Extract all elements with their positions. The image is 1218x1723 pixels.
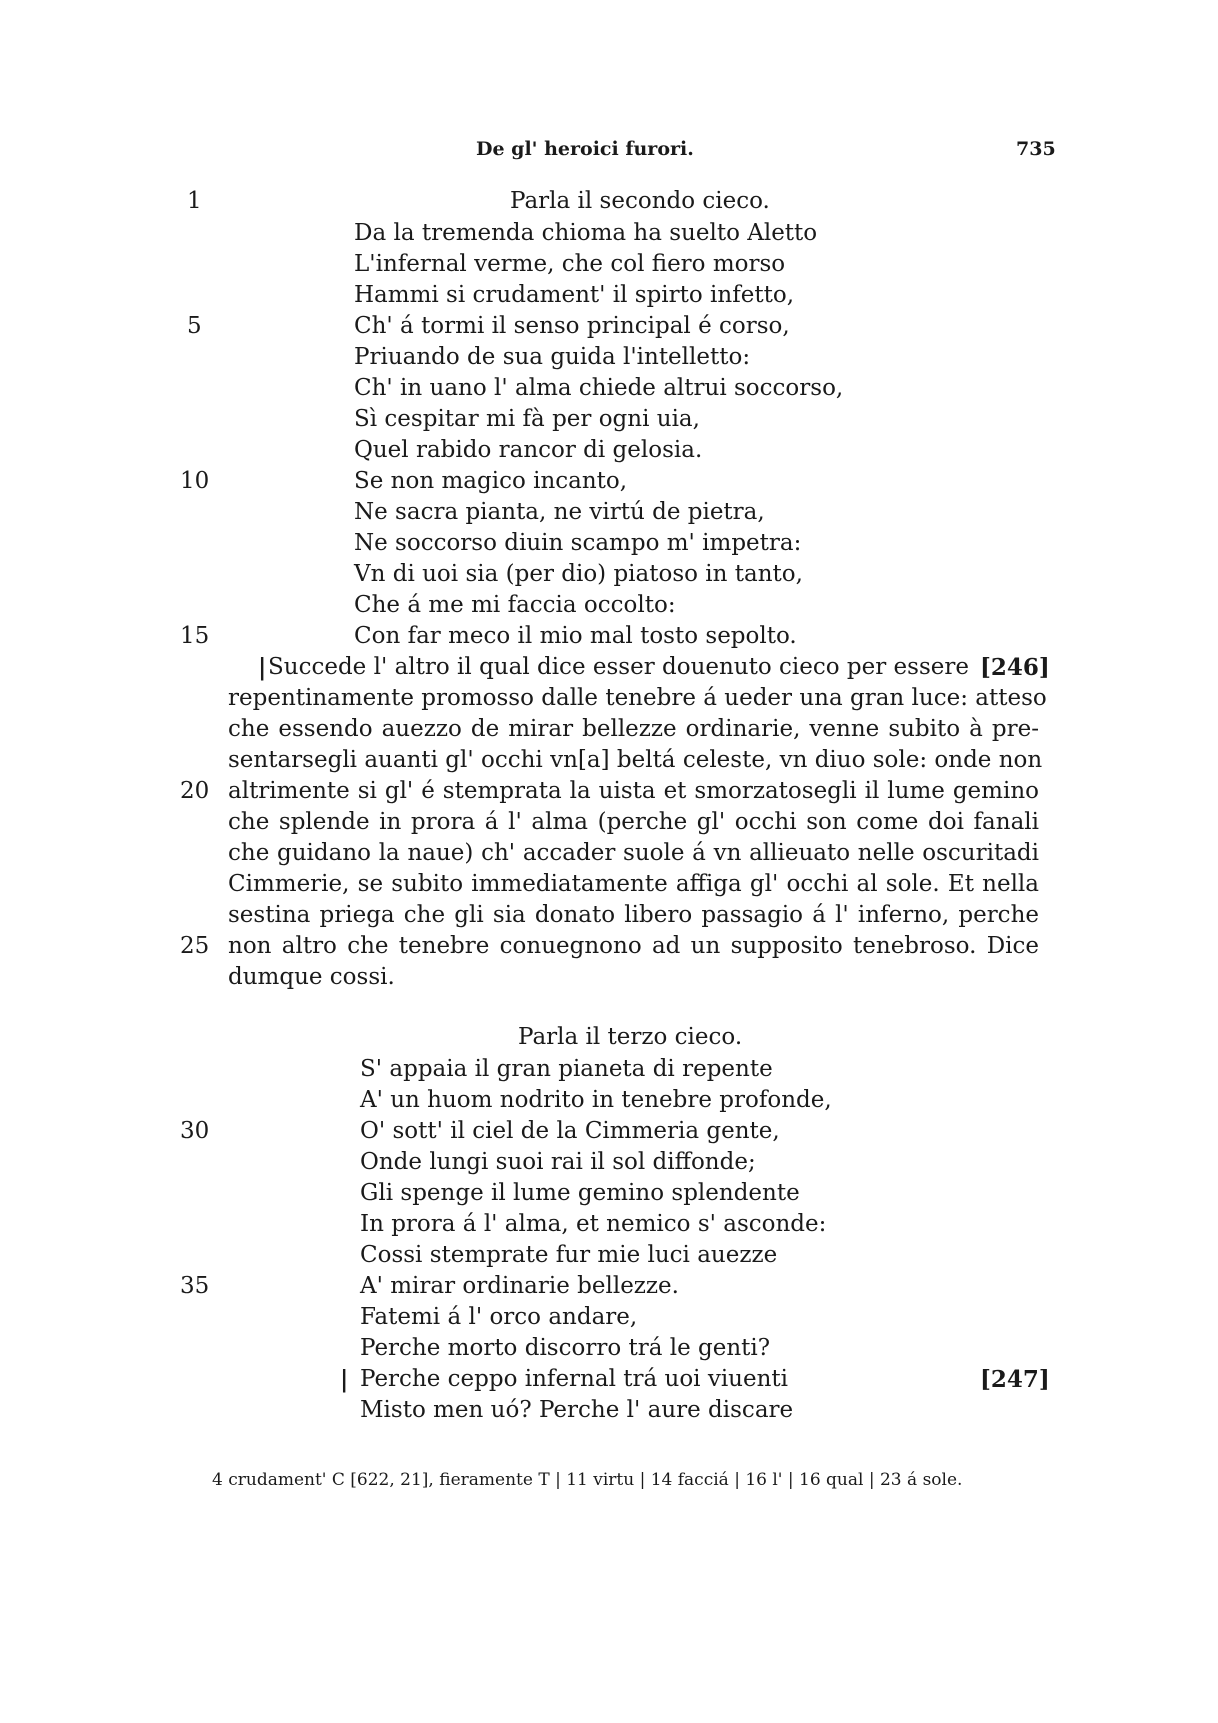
line-text: Cossi stemprate fur mie luci auezze <box>360 1242 778 1268</box>
line-text: Con far meco il mio mal tosto sepolto. <box>354 623 797 649</box>
verse-line <box>0 497 1218 528</box>
line-text: Perche morto discorro trá le genti? <box>360 1335 771 1361</box>
critical-apparatus-footnote: 4 crudament' C [622, 21], fieramente T | 11 virtu | 14 facciá | 16 l' | 16 qual | 23 á sole. <box>212 1470 963 1490</box>
line-text: Perche ceppo infernal trá uoi viuenti <box>360 1366 789 1392</box>
prose-line <box>0 869 1218 900</box>
prose-line <box>0 962 1218 993</box>
line-text: Gli spenge il lume gemino splendente <box>360 1180 800 1206</box>
line-text: Sì cespitar mi fà per ogni uia, <box>354 406 700 432</box>
line-text: altrimente si gl' é stemprata la uista et smorzatosegli il lume gemino <box>228 778 1039 804</box>
verse-line <box>0 1085 1218 1116</box>
prose-line <box>0 807 1218 838</box>
line-text: Cimmerie, se subito immediatamente affiga gl' occhi al sole. Et nella <box>228 871 1039 897</box>
line-text: Onde lungi suoi rai il sol diffonde; <box>360 1149 756 1175</box>
verse-line <box>0 1240 1218 1271</box>
verse-line <box>0 1209 1218 1240</box>
page-break-marker: | <box>258 654 267 681</box>
verse-line <box>0 373 1218 404</box>
verse-line <box>0 249 1218 280</box>
line-text: Se non magico incanto, <box>354 468 628 494</box>
line-text: O' sott' il ciel de la Cimmeria gente, <box>360 1118 780 1144</box>
prose-line <box>0 714 1218 745</box>
line-text: che splende in prora á l' alma (perche gl' occhi son come doi fanali <box>228 809 1039 835</box>
verse-line <box>0 1271 1218 1302</box>
line-text: Ne soccorso diuin scampo m' impetra: <box>354 530 802 556</box>
verse-line <box>0 218 1218 249</box>
line-number: 25 <box>180 933 210 959</box>
line-text: Priuando de sua guida l'intelletto: <box>354 344 751 370</box>
line-text: Quel rabido rancor di gelosia. <box>354 437 703 463</box>
line-text: Ch' in uano l' alma chiede altrui soccorso, <box>354 375 844 401</box>
verse-line <box>0 559 1218 590</box>
line-text: dumque cossi. <box>228 964 395 990</box>
verse-line <box>0 528 1218 559</box>
line-text: Che á me mi faccia occolto: <box>354 592 676 618</box>
line-text: repentinamente promosso dalle tenebre á ueder una gran luce: atteso <box>228 685 1047 711</box>
verse-line <box>0 1395 1218 1426</box>
verse-line <box>0 280 1218 311</box>
verse-line <box>0 311 1218 342</box>
running-header <box>0 138 1218 168</box>
line-text: A' mirar ordinarie bellezze. <box>360 1273 679 1299</box>
verse-line <box>0 1147 1218 1178</box>
section-heading <box>0 186 1218 217</box>
line-text: Parla il terzo cieco. <box>518 1024 743 1050</box>
verse-line <box>0 1302 1218 1333</box>
line-text: Vn di uoi sia (per dio) piatoso in tanto, <box>354 561 803 587</box>
verse-line <box>0 404 1218 435</box>
verse-line <box>0 1178 1218 1209</box>
prose-line <box>0 683 1218 714</box>
line-text: sentarsegli auanti gl' occhi vn[a] beltá celeste, vn diuo sole: onde non <box>228 747 1043 773</box>
verse-line <box>0 590 1218 621</box>
line-text: A' un huom nodrito in tenebre profonde, <box>360 1087 832 1113</box>
verse-line <box>0 1333 1218 1364</box>
prose-line <box>0 745 1218 776</box>
line-number: 30 <box>180 1118 210 1144</box>
verse-line <box>0 435 1218 466</box>
line-text: Misto men uó? Perche l' aure discare <box>360 1397 794 1423</box>
line-number: 10 <box>180 468 210 494</box>
line-text: Fatemi á l' orco andare, <box>360 1304 638 1330</box>
page-break-marker: | <box>340 1366 349 1393</box>
line-text: S' appaia il gran pianeta di repente <box>360 1056 773 1082</box>
line-text: Ne sacra pianta, ne virtú de pietra, <box>354 499 765 525</box>
line-text: Ch' á tormi il senso principal é corso, <box>354 313 790 339</box>
marginal-page-reference: [247] <box>980 1366 1050 1393</box>
line-number: 5 <box>187 313 202 339</box>
verse-line <box>0 1054 1218 1085</box>
line-text: non altro che tenebre conuegnono ad un supposito tenebroso. Dice <box>228 933 1039 959</box>
line-number: 20 <box>180 778 210 804</box>
line-number: 35 <box>180 1273 210 1299</box>
line-text: Parla il secondo cieco. <box>510 188 770 214</box>
section-heading <box>0 1022 1218 1053</box>
prose-line <box>0 838 1218 869</box>
marginal-page-reference: [246] <box>980 654 1050 681</box>
prose-line <box>0 900 1218 931</box>
verse-line <box>0 466 1218 497</box>
verse-line <box>0 1364 1218 1395</box>
prose-line <box>0 931 1218 962</box>
line-text: Succede l' altro il qual dice esser douenuto cieco per essere <box>268 654 969 680</box>
line-number: 15 <box>180 623 210 649</box>
line-number: 1 <box>187 188 202 214</box>
prose-line <box>0 652 1218 683</box>
line-text: L'infernal verme, che col fiero morso <box>354 251 786 277</box>
verse-line <box>0 1116 1218 1147</box>
verse-line <box>0 342 1218 373</box>
line-text: Da la tremenda chioma ha suelto Aletto <box>354 220 818 246</box>
page-number: 735 <box>1016 138 1056 160</box>
line-text: In prora á l' alma, et nemico s' asconde: <box>360 1211 827 1237</box>
line-text: che guidano la naue) ch' accader suole á vn allieuato nelle oscuritadi <box>228 840 1039 866</box>
running-title: De gl' heroici furori. <box>476 138 694 160</box>
line-text: che essendo auezzo de mirar bellezze ordinarie, venne subito à pre- <box>228 716 1039 742</box>
prose-line <box>0 776 1218 807</box>
verse-line <box>0 621 1218 652</box>
line-text: sestina priega che gli sia donato libero passagio á l' inferno, perche <box>228 902 1039 928</box>
line-text: Hammi si crudament' il spirto infetto, <box>354 282 794 308</box>
